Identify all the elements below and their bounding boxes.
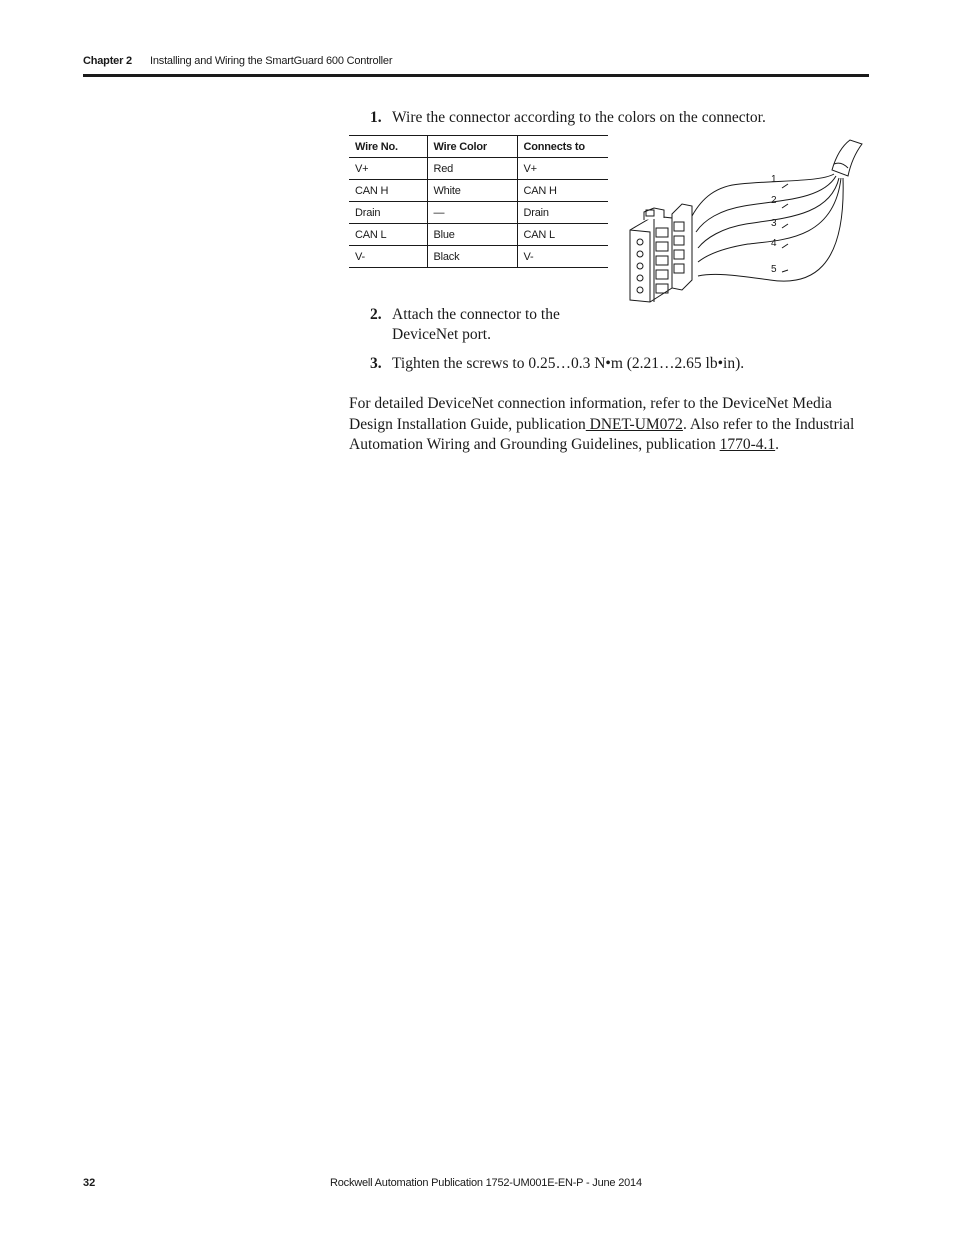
table-cell: V+: [517, 158, 608, 180]
table-row: [349, 246, 608, 268]
table-cell: V-: [349, 246, 427, 268]
table-header-row: [349, 136, 608, 158]
callout-labels: [771, 174, 777, 275]
column-header-connects-to: Connects to: [517, 136, 608, 158]
step-3: [370, 354, 850, 376]
table-cell: CAN L: [517, 224, 608, 246]
step-number: 1.: [370, 109, 382, 126]
connector-body: [630, 216, 672, 302]
column-header-wire-no: Wire No.: [349, 136, 427, 158]
table-cell: CAN H: [517, 180, 608, 202]
callout-5: 5: [771, 264, 777, 275]
step-number: 2.: [370, 306, 382, 323]
step-number: 3.: [370, 355, 382, 372]
wire-table: [349, 135, 608, 268]
step-1: [370, 108, 850, 130]
table-cell: CAN H: [349, 180, 427, 202]
table-cell: —: [427, 202, 517, 224]
footer-publication: Rockwell Automation Publication 1752-UM001E-EN-P - June 2014: [330, 1177, 642, 1189]
table-cell: Drain: [349, 202, 427, 224]
page-number: 32: [83, 1177, 96, 1189]
connector-wiring-figure: [620, 130, 870, 305]
callout-4: 4: [771, 238, 777, 249]
paragraph-text: For detailed DeviceNet connection information, refer to the DeviceNet Media Design Installation Guide, publication: [349, 395, 832, 433]
step-text: Tighten the screws to 0.25…0.3 N•m (2.21…2.65 lb•in).: [392, 355, 745, 372]
table-row: [349, 202, 608, 224]
table-cell: Black: [427, 246, 517, 268]
table-cell: Drain: [517, 202, 608, 224]
column-header-wire-color: Wire Color: [427, 136, 517, 158]
table-row: [349, 224, 608, 246]
table-cell: Blue: [427, 224, 517, 246]
table-cell: CAN L: [349, 224, 427, 246]
header-rule: [83, 74, 869, 77]
wire-2: [696, 176, 836, 232]
link-1770-4-1[interactable]: 1770-4.1: [719, 436, 776, 453]
chapter-label: Chapter 2: [83, 55, 132, 67]
paragraph-text: .: [775, 436, 780, 453]
step-2: [370, 305, 610, 347]
link-dnet-um072[interactable]: DNET-UM072: [585, 415, 683, 433]
callout-3: 3: [771, 218, 777, 229]
callout-2: 2: [771, 195, 777, 206]
table-row: [349, 180, 608, 202]
table-cell: V-: [517, 246, 608, 268]
table-row: [349, 158, 608, 180]
table-cell: Red: [427, 158, 517, 180]
step-text: Attach the connector to the DeviceNet port.: [392, 306, 560, 343]
table-cell: White: [427, 180, 517, 202]
connector-back: [672, 204, 692, 290]
detail-paragraph: [349, 394, 871, 456]
step-text: Wire the connector according to the colors on the connector.: [392, 109, 766, 126]
cable-jacket: [832, 140, 862, 176]
callout-1: 1: [771, 174, 777, 185]
paragraph-text: . Also refer to the Industrial Automation Wiring and Grounding Guidelines, publication: [349, 415, 855, 453]
table-cell: V+: [349, 158, 427, 180]
chapter-title: Installing and Wiring the SmartGuard 600 Controller: [150, 55, 393, 67]
